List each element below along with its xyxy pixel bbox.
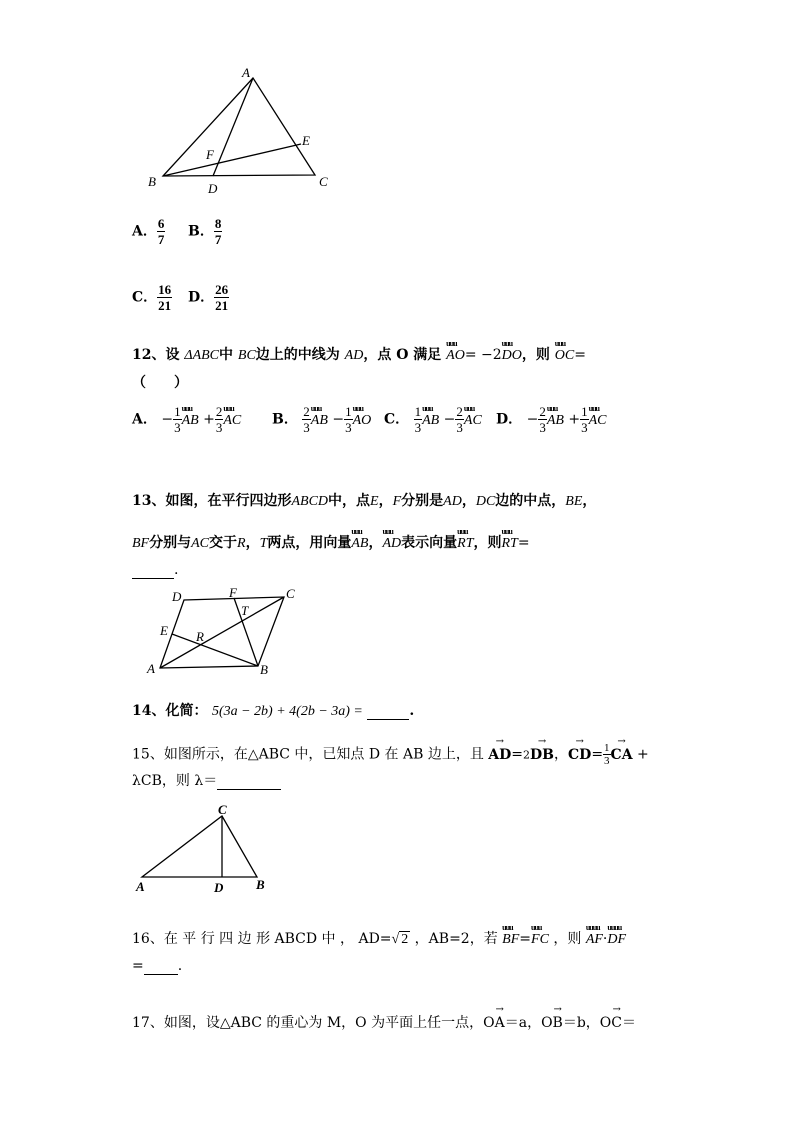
vector-oc: uuu OC <box>554 339 575 363</box>
label-c: C <box>286 586 295 601</box>
vector-ob: → B <box>553 1015 563 1031</box>
segment-be <box>172 634 258 666</box>
label-d: D <box>172 589 182 604</box>
vector-ad: → AD <box>488 747 511 763</box>
segment-be <box>163 144 301 176</box>
vector-ab: uuu AB <box>310 403 328 428</box>
q12-answer-paren: （ ） <box>132 375 188 391</box>
q11-option-a: A． $\frac{6}{7}$ <box>132 216 165 247</box>
q15-line2: λCB，则 λ＝ <box>132 770 281 790</box>
fraction: $\frac{26}{21}$ <box>215 282 229 313</box>
label-t: T <box>241 603 249 618</box>
label-a: A <box>147 661 155 676</box>
q14-stem: 14、化简： 5(3a − 2b) + 4(2b − 3a) = . <box>132 703 415 719</box>
q16-answer-blank[interactable] <box>144 958 178 975</box>
vector-ac: uuu AC <box>223 403 242 428</box>
vector-oa: → A <box>495 1015 505 1031</box>
fraction: $\frac{1}{3}$ <box>345 404 352 435</box>
q12-option-d: D． − $\frac{2}{3}$ uuu AB + $\frac{1}{3}$ uuu AC <box>496 403 607 435</box>
triangle-abc <box>163 78 315 176</box>
label-b: B <box>260 662 268 676</box>
label-a: A <box>136 879 145 894</box>
q13-line2: BF分别与AC交于R，T两点，用向量 uuu AB， uuu AD表示向量 uuu RT，则 uuu RT= <box>132 527 530 551</box>
vector-do: uuu DO <box>501 339 522 363</box>
label-e: E <box>160 623 168 638</box>
q15-line1: 15、如图所示，在△ABC 中，已知点 D 在 AB 边上，且 → AD=2→ DB，→ CD= $\frac{1}{3}$ → CA + <box>132 742 649 767</box>
q11-option-b: B． $\frac{8}{7}$ <box>188 216 222 247</box>
sqrt-symbol: √ <box>391 932 400 947</box>
vector-cd: → CD <box>568 747 591 763</box>
q15-answer-blank[interactable] <box>217 773 281 790</box>
fraction: $\frac{8}{7}$ <box>214 216 222 247</box>
fraction: $\frac{16}{21}$ <box>158 282 172 313</box>
q12-stem: 12、设 ΔABC中 BC边上的中线为 AD，点 O 满足 uuu AO= −2 uuu DO，则 uuu OC= <box>132 339 586 363</box>
fraction: $\frac{2}{3}$ <box>539 404 546 435</box>
vector-ac: uuu AC <box>463 403 482 428</box>
vector-ad: uuu AD <box>382 527 402 551</box>
label-f: F <box>206 147 214 162</box>
label-d: D <box>214 880 224 895</box>
label-f: F <box>229 585 237 600</box>
figure-parallelogram-abcd <box>140 584 310 676</box>
fraction: $\frac{2}{3}$ <box>456 404 463 435</box>
vector-rt: uuu RT <box>501 527 518 551</box>
vector-ab: uuu AB <box>181 403 199 428</box>
q13-line1: 13、如图，在平行四边形ABCD中，点E，F分别是AD，DC边的中点，BE， <box>132 493 597 509</box>
vector-rt: uuu RT <box>457 527 474 551</box>
figure-triangle-abc-def <box>140 62 340 202</box>
vector-ao: uuu AO <box>446 339 465 363</box>
q16-line2: = . <box>132 958 183 974</box>
triangle-abc <box>142 816 257 877</box>
vector-db: → DB <box>530 747 554 763</box>
q12-option-a: A． − $\frac{1}{3}$ uuu AB + $\frac{2}{3}$ uuu AC <box>132 403 242 435</box>
fraction: $\frac{1}{3}$ <box>414 404 422 435</box>
segment-ad <box>213 78 253 176</box>
label-b: B <box>148 174 156 189</box>
label-c: C <box>218 802 227 817</box>
q12-option-c: C． $\frac{1}{3}$ uuu AB − $\frac{2}{3}$ uuu AC <box>384 403 482 435</box>
fraction: $\frac{2}{3}$ <box>215 404 223 435</box>
vector-bf: uuu BF <box>502 923 520 947</box>
vector-df: uuuu DF <box>607 923 627 947</box>
label-a: A <box>242 65 250 80</box>
q13-answer-blank[interactable]: . <box>132 562 178 579</box>
vector-ca: → CA <box>611 747 633 763</box>
fraction: $\frac{1}{3}$ <box>174 404 181 435</box>
vector-oc: → C <box>611 1015 622 1031</box>
fraction: $\frac{1}{3}$ <box>604 742 610 767</box>
figure-triangle-acb <box>130 800 280 896</box>
vector-ac: uuu AC <box>588 403 607 428</box>
vector-ab: uuu AB <box>422 403 440 428</box>
q16-line1: 16、在 平 行 四 边 形 ABCD 中 ， AD=√ 2 ，AB=2，若 uuu BF= uuu FC ，则 uuuu AF· uuuu DF <box>132 923 627 947</box>
q12-option-b: B． $\frac{2}{3}$ uuu AB − $\frac{1}{3}$ uuu AO <box>272 403 372 435</box>
vector-ab: uuu AB <box>351 527 369 551</box>
q17-stem: 17、如图，设△ABC 的重心为 M，O 为平面上任一点，O→ A＝a，O→ B＝b，O→ C＝ <box>132 1012 636 1032</box>
q11-option-d: D． $\frac{26}{21}$ <box>188 282 229 313</box>
vector-fc: uuu FC <box>531 923 549 947</box>
label-e: E <box>302 133 310 148</box>
vector-af: uuuu AF <box>585 923 603 947</box>
label-b: B <box>256 877 265 892</box>
fraction: $\frac{2}{3}$ <box>303 404 310 435</box>
label-c: C <box>319 174 328 189</box>
q11-option-c: C． $\frac{16}{21}$ <box>132 282 172 313</box>
label-d: D <box>208 181 218 196</box>
fraction: $\frac{6}{7}$ <box>157 216 165 247</box>
label-r: R <box>196 629 204 644</box>
vector-ab: uuu AB <box>546 403 564 428</box>
fraction: $\frac{1}{3}$ <box>581 404 588 435</box>
segment-ac <box>160 597 284 668</box>
vector-ao: uuu AO <box>352 403 372 428</box>
